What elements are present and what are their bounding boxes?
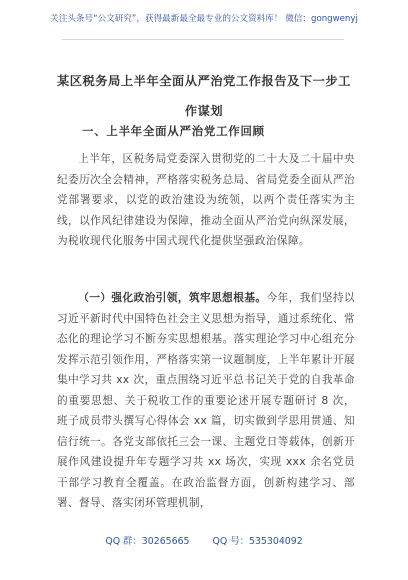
paragraph-text: 上半年，区税务局党委深入贯彻党的二十大及二十届中央纪委历次全会精神，严格落实税务总局、省局党委全面从严治党部署要求，以党的政治建设为统领，以两个责任落实为主线，以作风纪律建设为保障，推动全面从严治党向纵深发展，为税收现代化服务中国式现代化提供坚强政治保障。 [57,153,355,247]
qq-number: QQ 号：535304092 [212,536,303,547]
body-paragraph-2 [57,288,355,514]
header-divider [62,39,344,40]
paragraph-body: 今年，我们坚持以习近平新时代中国特色社会主义思想为指导，通过系统化、常态化的理论学习不断夯实思想根基。落实理论学习中心组充分发挥示范引领作用，严格落实第一议题制度，上半年累计开展集中学习共 xx 次，重点围绕习近平总书记关于党的自我革命的重要思想、关于税收工作的重要论述开展专题研讨 8 次，班子成员带头撰写心得体会 xx 篇，切实做到学思用贯通、知信行统一。各党支部依托三会一课、主题党日等载体，创新开展作风建设提升年专题学习共 xx 场次，实现 xxx 余名党员干部学习教育全覆盖。在政治监督方面，创新构建学习、部署、督导、落实闭环管理机制， [57,292,355,509]
paragraph-text [57,288,355,514]
subsection-lead: （一）强化政治引领，筑牢思想根基。 [78,292,267,304]
footer-contact [0,533,408,547]
section-heading: 一、上半年全面从严治党工作回顾 [82,124,265,138]
document-title: 某区税务局上半年全面从严治党工作报告及下一步工作谋划 [56,74,352,118]
qq-group: QQ 群：30265665 [105,536,190,547]
header-banner: 关注头条号“公文研究”，获得最新最全最专业的公文资料库！ 微信：gongwenyj [50,14,358,24]
body-paragraph-1 [57,149,355,252]
